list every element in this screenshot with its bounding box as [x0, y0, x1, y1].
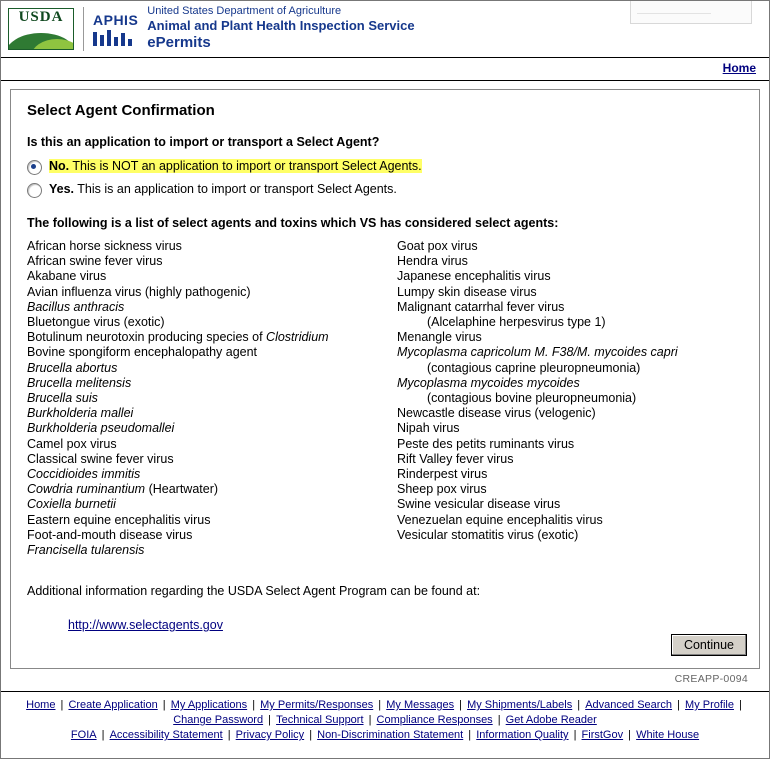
page-code: CREAPP-0094 — [674, 673, 748, 685]
footer-link[interactable]: Home — [26, 699, 56, 711]
footer-link[interactable]: Advanced Search — [585, 699, 673, 711]
home-link[interactable]: Home — [722, 61, 756, 75]
footer-separator: | — [494, 714, 504, 726]
footer-links-row-2 — [10, 728, 760, 743]
agent-list-item: Newcastle disease virus (velogenic) — [397, 406, 596, 421]
footer-separator: | — [365, 714, 375, 726]
site-footer — [0, 691, 770, 749]
agent-name-italic: Burkholderia pseudomallei — [27, 421, 175, 436]
agent-name-italic: Brucella melitensis — [27, 375, 132, 390]
agent-list-item: Hendra virus — [397, 254, 468, 269]
footer-link[interactable]: White House — [636, 729, 700, 741]
usda-logo — [8, 8, 74, 50]
agent-name-italic: Brucella suis — [27, 391, 98, 406]
footer-separator: | — [735, 699, 742, 711]
radio-no-label — [49, 159, 422, 173]
footer-separator: | — [265, 714, 275, 726]
agent-list-item — [397, 376, 727, 391]
select-agents-link[interactable]: http://www.selectagents.gov — [68, 618, 223, 633]
agent-list-item — [27, 467, 397, 482]
footer-link[interactable]: Compliance Responses — [376, 714, 493, 726]
footer-link[interactable]: Information Quality — [476, 729, 569, 741]
agent-list-item: Bluetongue virus (exotic) — [27, 315, 165, 330]
agent-list-item — [27, 391, 397, 406]
agent-list-item: Peste des petits ruminants virus — [397, 436, 575, 451]
agent-list-item: Camel pox virus — [27, 436, 117, 451]
agent-list-item — [27, 406, 397, 421]
footer-link[interactable]: Technical Support — [276, 714, 364, 726]
radio-option-no[interactable] — [27, 159, 747, 175]
radio-no-lead: No. — [49, 159, 70, 173]
agent-name-italic: Mycoplasma mycoides mycoides — [397, 375, 580, 390]
agent-list-item: Sheep pox virus — [397, 482, 487, 497]
agent-name-italic: Coxiella burnetii — [27, 497, 116, 512]
agent-list-item: Swine vesicular disease virus — [397, 497, 561, 512]
agent-list-item: Venezuelan equine encephalitis virus — [397, 512, 603, 527]
footer-separator: | — [224, 729, 234, 741]
agent-name-plain: (Heartwater) — [145, 482, 219, 497]
footer-separator: | — [159, 699, 169, 711]
continue-button-wrapper — [671, 634, 747, 656]
agent-name-plain: Botulinum neurotoxin producing species of — [27, 330, 267, 345]
agent-list-item — [27, 543, 397, 558]
footer-link[interactable]: My Permits/Responses — [260, 699, 374, 711]
browser-toolbar-remnant — [630, 0, 752, 24]
agent-list-item — [27, 497, 397, 512]
agency-line-1: United States Department of Agriculture — [147, 5, 342, 17]
usda-logo-text: USDA — [18, 8, 64, 25]
footer-separator: | — [375, 699, 385, 711]
radio-no-text: This is NOT an application to import or transport Select Agents. — [69, 159, 422, 173]
footer-link[interactable]: My Profile — [685, 699, 734, 711]
app-name: ePermits — [147, 34, 211, 51]
content-wrapper — [0, 81, 770, 685]
agent-list-item — [27, 482, 397, 497]
agent-list-item: (contagious bovine pleuropneumonia) — [427, 391, 637, 406]
top-nav-bar — [0, 58, 770, 81]
agent-list-item — [27, 330, 397, 345]
radio-no-input[interactable] — [27, 160, 42, 175]
footer-separator: | — [456, 699, 466, 711]
agency-line-2: Animal and Plant Health Inspection Service — [147, 18, 415, 33]
agent-list-item — [27, 361, 397, 376]
aphis-bars-icon — [93, 30, 137, 46]
footer-links-row-1 — [10, 698, 760, 728]
agent-list-item: Menangle virus — [397, 330, 482, 345]
footer-separator: | — [306, 729, 316, 741]
footer-separator: | — [570, 729, 580, 741]
agent-list-item: Avian influenza virus (highly pathogenic) — [27, 284, 251, 299]
agent-list-item — [397, 345, 727, 360]
agent-list-column-left — [27, 239, 397, 558]
footer-link[interactable]: Get Adobe Reader — [505, 714, 597, 726]
continue-button[interactable]: Continue — [671, 634, 747, 656]
agent-list-item: Goat pox virus — [397, 239, 478, 253]
agent-list-item: Nipah virus — [397, 421, 460, 436]
footer-separator: | — [574, 699, 584, 711]
agent-list-item: Japanese encephalitis virus — [397, 269, 551, 284]
agent-list-item: Classical swine fever virus — [27, 451, 174, 466]
footer-separator: | — [625, 729, 635, 741]
agent-list-item — [27, 376, 397, 391]
footer-link[interactable]: Change Password — [173, 714, 264, 726]
agent-name-italic: Clostridium — [266, 330, 329, 345]
footer-link[interactable]: My Applications — [170, 699, 248, 711]
agent-name-italic: Bacillus anthracis — [27, 299, 125, 314]
agent-name-italic: Mycoplasma capricolum M. F38/M. mycoides capri — [397, 345, 678, 360]
select-agent-panel — [10, 89, 760, 669]
footer-separator: | — [98, 729, 108, 741]
radio-option-yes[interactable] — [27, 182, 747, 198]
radio-yes-input[interactable] — [27, 183, 42, 198]
agent-list-item: Malignant catarrhal fever virus — [397, 299, 565, 314]
site-header — [0, 0, 770, 58]
radio-yes-lead: Yes. — [49, 182, 75, 196]
agent-list-item: (contagious caprine pleuropneumonia) — [427, 360, 641, 375]
radio-yes-label — [49, 182, 397, 196]
agent-list-item: Bovine spongiform encephalopathy agent — [27, 345, 258, 360]
agent-list-item: Akabane virus — [27, 269, 107, 284]
footer-separator: | — [674, 699, 684, 711]
footer-link[interactable]: Create Application — [68, 699, 158, 711]
footer-separator: | — [57, 699, 67, 711]
agent-list-item: Rinderpest virus — [397, 467, 488, 482]
aphis-logo — [93, 12, 138, 46]
agent-list-item: Rift Valley fever virus — [397, 451, 514, 466]
agent-list-intro: The following is a list of select agents and toxins which VS has considered select agents: — [27, 216, 559, 230]
additional-info-text: Additional information regarding the USDA Select Agent Program can be found at: — [27, 584, 481, 599]
aphis-logo-text: APHIS — [93, 11, 139, 28]
agent-name-italic: Francisella tularensis — [27, 543, 145, 558]
page-title: Select Agent Confirmation — [27, 102, 215, 119]
agent-list-item — [27, 300, 397, 315]
agent-list-item: Eastern equine encephalitis virus — [27, 512, 211, 527]
footer-separator: | — [249, 699, 259, 711]
footer-link[interactable]: My Shipments/Labels — [467, 699, 573, 711]
agent-list — [27, 239, 747, 558]
footer-link[interactable]: Privacy Policy — [235, 729, 305, 741]
agent-name-italic: Burkholderia mallei — [27, 406, 134, 421]
agent-list-item — [27, 421, 397, 436]
agent-list-item: Lumpy skin disease virus — [397, 284, 537, 299]
agent-list-column-right — [397, 239, 727, 558]
question-text: Is this an application to import or transport a Select Agent? — [27, 135, 380, 149]
agent-list-item: African swine fever virus — [27, 254, 163, 269]
agent-name-italic: Cowdria ruminantium — [27, 482, 146, 497]
footer-link[interactable]: Non-Discrimination Statement — [317, 729, 464, 741]
agent-name-italic: Brucella abortus — [27, 360, 118, 375]
footer-link[interactable]: FOIA — [70, 729, 97, 741]
agent-list-item: (Alcelaphine herpesvirus type 1) — [427, 315, 606, 330]
agent-list-item: Foot-and-mouth disease virus — [27, 527, 193, 542]
footer-link[interactable]: My Messages — [386, 699, 455, 711]
footer-separator: | — [465, 729, 475, 741]
footer-link[interactable]: FirstGov — [581, 729, 624, 741]
agent-list-item: African horse sickness virus — [27, 239, 182, 253]
footer-link[interactable]: Accessibility Statement — [109, 729, 223, 741]
agent-name-italic: Coccidioides immitis — [27, 467, 141, 482]
header-divider — [83, 7, 84, 51]
agent-list-item: Vesicular stomatitis virus (exotic) — [397, 527, 579, 542]
radio-yes-text: This is an application to import or transport Select Agents. — [74, 182, 397, 196]
